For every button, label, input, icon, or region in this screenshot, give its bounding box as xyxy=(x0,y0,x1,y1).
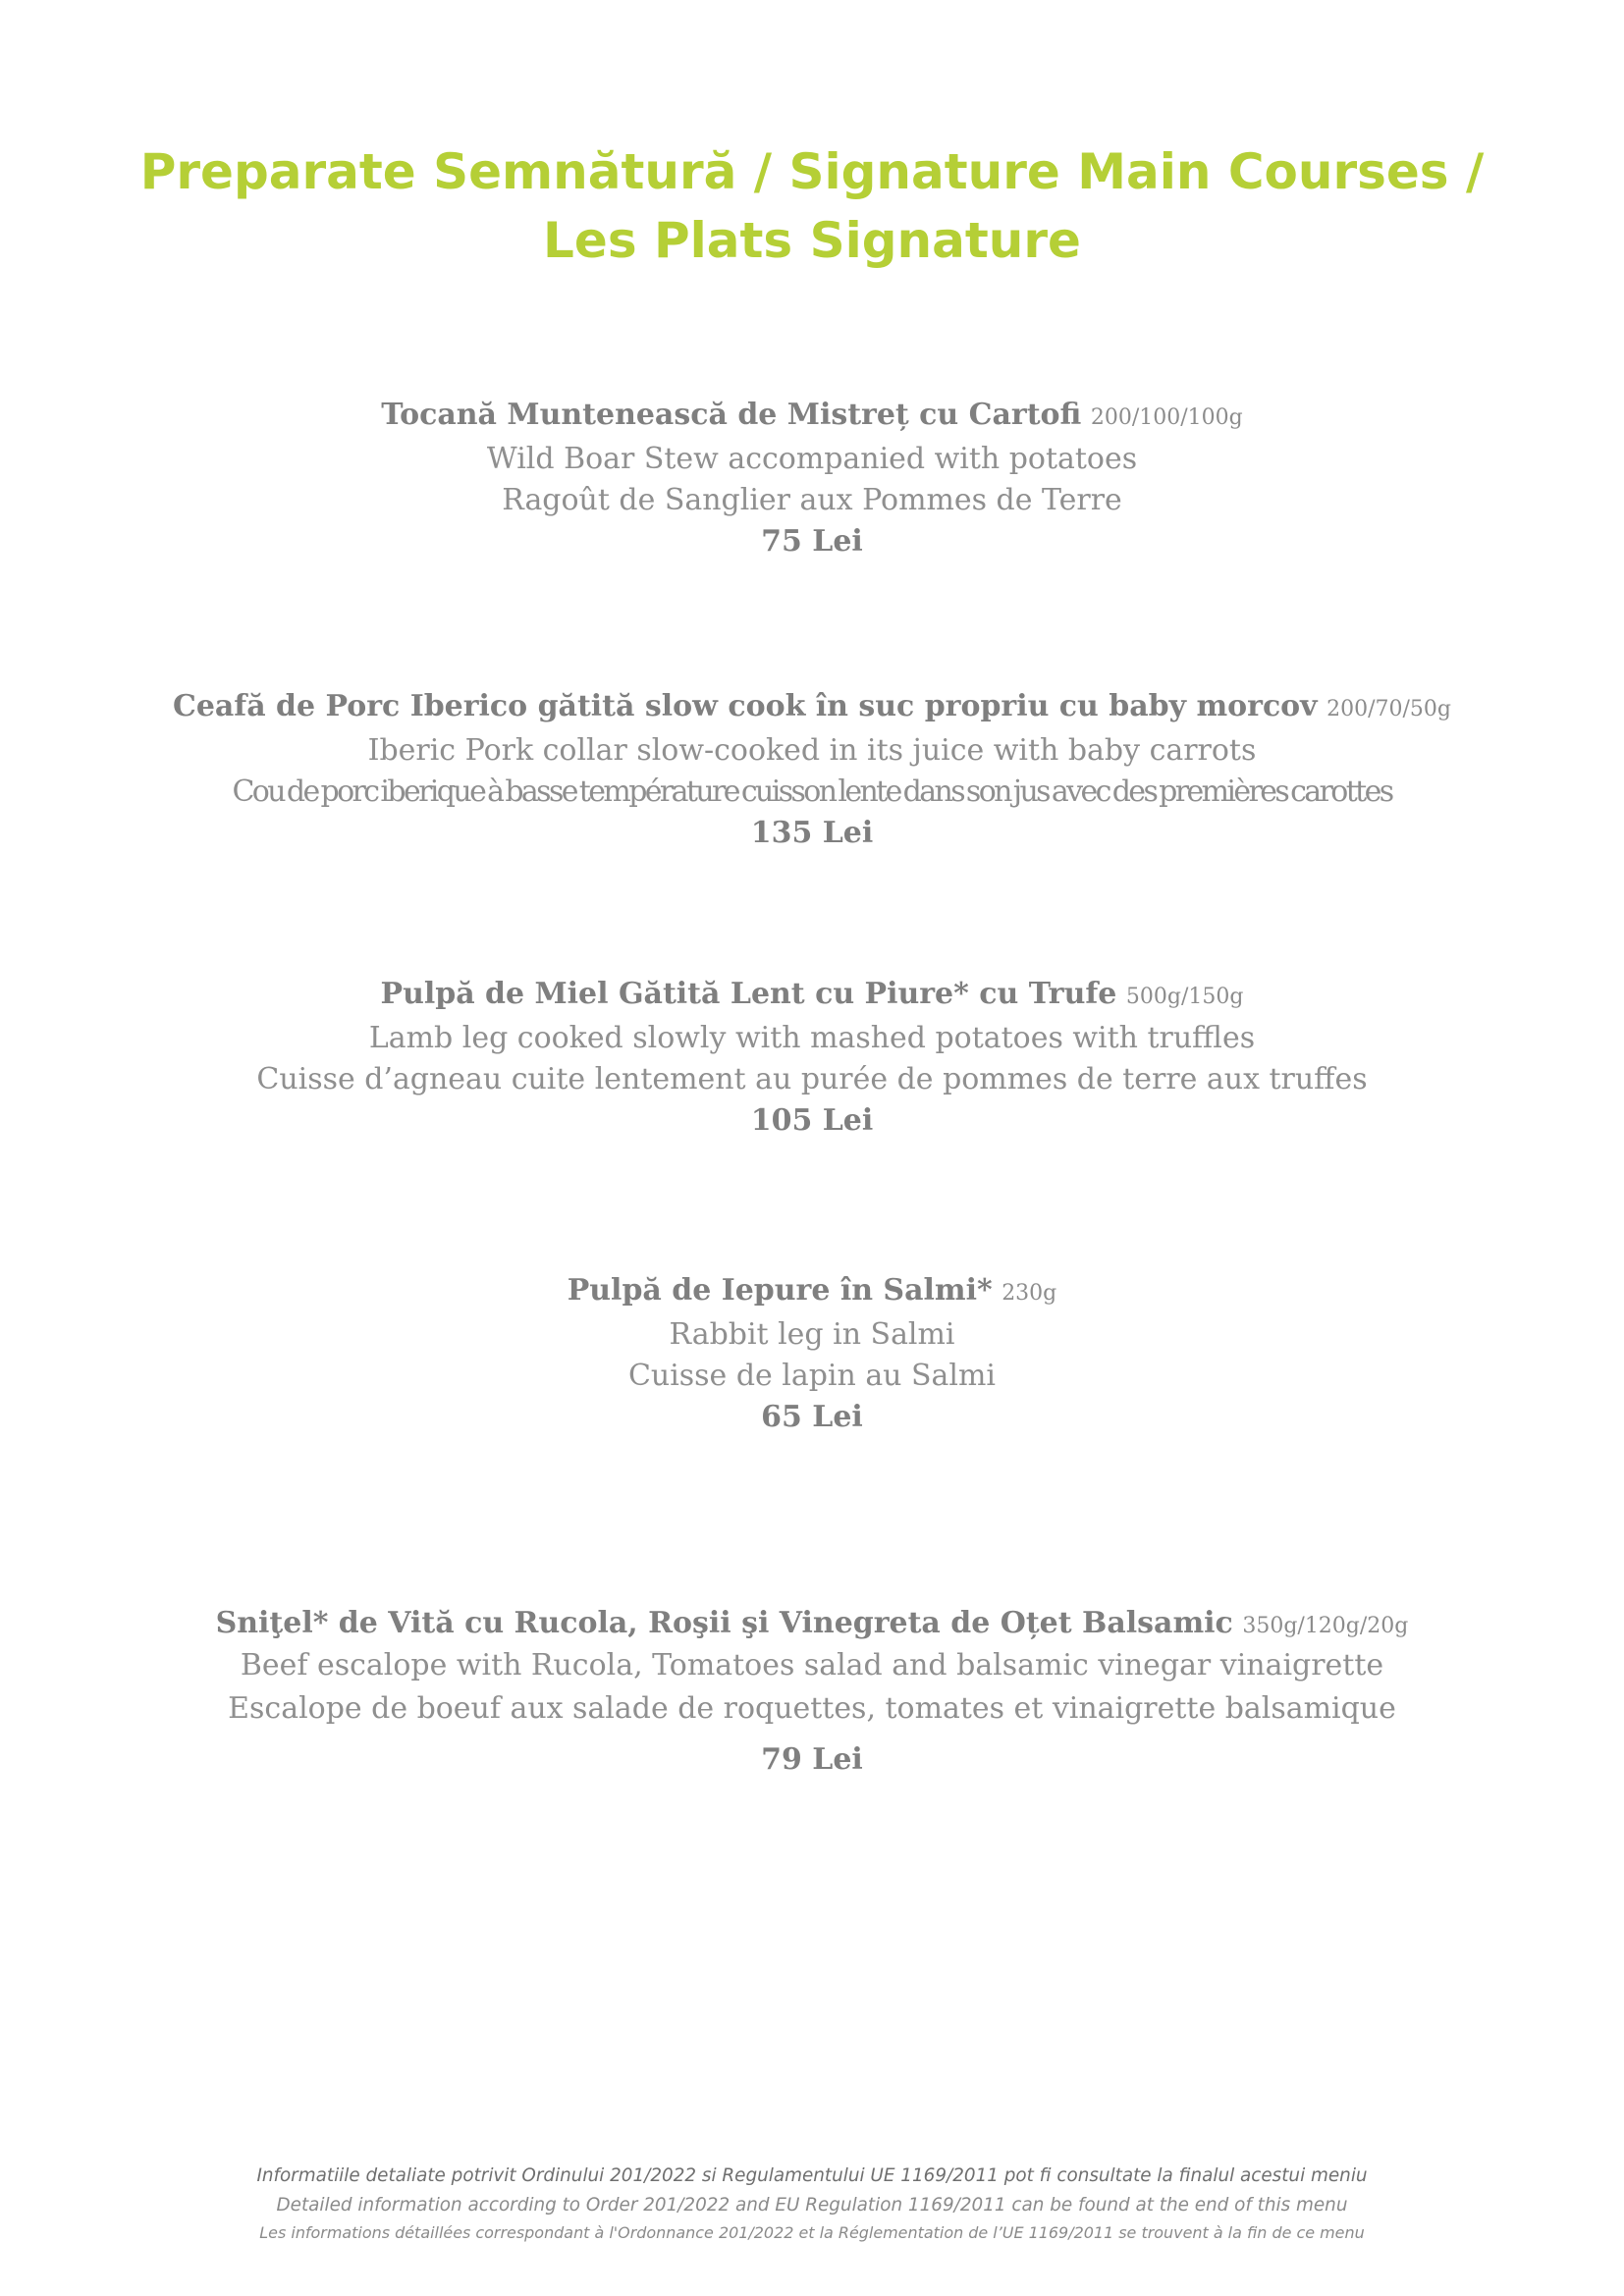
dish-name-line xyxy=(0,1270,1624,1314)
dish-weight: 350g/120g/20g xyxy=(1242,1614,1409,1638)
dish-price: 65 Lei xyxy=(761,1400,863,1434)
dish-price: 75 Lei xyxy=(761,524,863,559)
dish-weight: 230g xyxy=(1001,1281,1057,1306)
legal-footer xyxy=(0,2162,1624,2246)
dish-name-en: Beef escalope with Rucola, Tomatoes salad and balsamic vinegar vinaigrette xyxy=(240,1648,1384,1682)
dish-price: 105 Lei xyxy=(750,1103,874,1138)
dish-name-line xyxy=(0,686,1624,730)
footer-note-ro: Informatiile detaliate potrivit Ordinului 201/2022 si Regulamentului UE 1169/2011 pot fi consultate la finalul acestui meniu xyxy=(256,2165,1368,2186)
menu-item xyxy=(0,974,1624,1142)
dish-weight: 500g/150g xyxy=(1125,985,1244,1009)
page-title-line-1: Preparate Semnătură / Signature Main Courses / xyxy=(139,143,1485,200)
dish-name-ro: Pulpă de Miel Gătită Lent cu Piure* cu Trufe xyxy=(380,977,1117,1011)
dish-name-fr: Escalope de boeuf aux salade de roquettes, tomates et vinaigrette balsamique xyxy=(228,1691,1396,1726)
dish-weight: 200/70/50g xyxy=(1326,697,1452,721)
dish-name-en: Lamb leg cooked slowly with mashed potatoes with truffles xyxy=(368,1021,1256,1055)
dish-price: 79 Lei xyxy=(761,1742,863,1777)
dish-name-en: Wild Boar Stew accompanied with potatoes xyxy=(486,442,1138,476)
footer-note-fr: Les informations détaillées correspondant à l'Ordonnance 201/2022 et la Réglementation de l’UE 1169/2011 se trouvent à la fin de ce menu xyxy=(259,2223,1365,2242)
dish-name-fr: Cou de porc iberique à basse température cuisson lente dans son jus avec des premières carottes xyxy=(232,774,1392,809)
menu-item xyxy=(0,395,1624,562)
dish-name-line xyxy=(0,974,1624,1018)
dish-name-ro: Pulpă de Iepure în Salmi* xyxy=(567,1273,993,1308)
dish-name-en: Rabbit leg in Salmi xyxy=(669,1317,955,1352)
dish-name-ro: Tocană Muntenească de Mistreț cu Cartofi xyxy=(381,398,1082,432)
dish-name-fr: Cuisse de lapin au Salmi xyxy=(627,1359,996,1393)
dish-name-ro: Ceafă de Porc Iberico gătită slow cook în suc propriu cu baby morcov xyxy=(172,689,1318,723)
dish-name-en: Iberic Pork collar slow-cooked in its juice with baby carrots xyxy=(367,733,1257,768)
footer-note-en: Detailed information according to Order 201/2022 and EU Regulation 1169/2011 can be found at the end of this menu xyxy=(276,2195,1348,2216)
menu-item xyxy=(0,1270,1624,1438)
dish-price: 135 Lei xyxy=(750,816,874,850)
menu-item xyxy=(0,1603,1624,1787)
dish-name-fr: Cuisse d’agneau cuite lentement au purée de pommes de terre aux truffes xyxy=(256,1062,1368,1096)
page-title-line-2: Les Plats Signature xyxy=(543,212,1081,269)
menu-item xyxy=(0,686,1624,854)
dish-name-line xyxy=(0,395,1624,439)
dish-name-line xyxy=(0,1603,1624,1647)
dish-weight: 200/100/100g xyxy=(1090,405,1243,430)
page-title xyxy=(0,137,1624,275)
dish-name-fr: Ragoût de Sanglier aux Pommes de Terre xyxy=(502,483,1122,517)
dish-name-ro: Sniţel* de Vită cu Rucola, Roşii şi Vinegreta de Oțet Balsamic xyxy=(215,1606,1233,1640)
